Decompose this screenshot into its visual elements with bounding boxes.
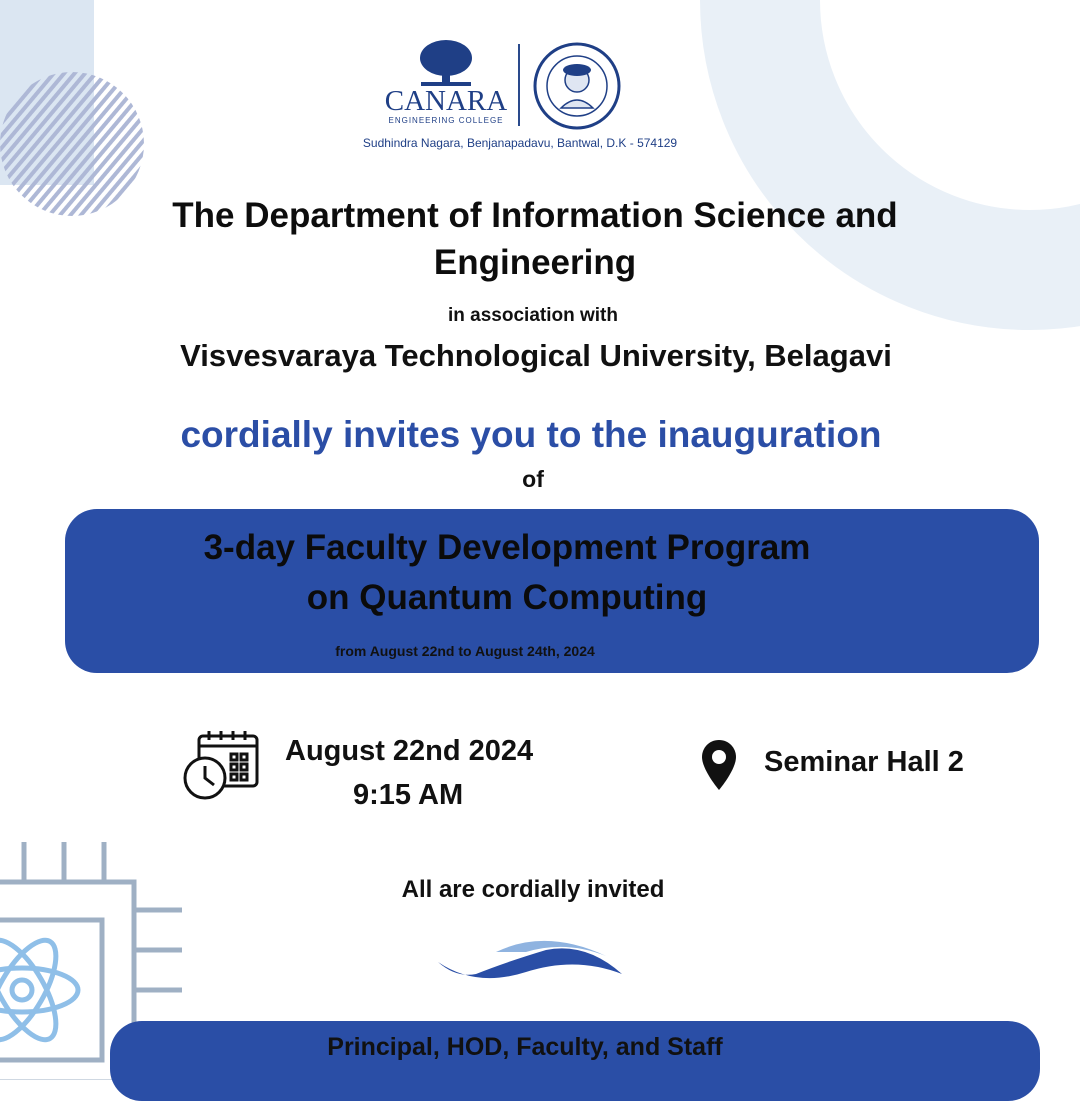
location-pin-icon: [700, 738, 738, 792]
college-subname: ENGINEERING COLLEGE: [388, 116, 504, 125]
association-text: in association with: [448, 305, 618, 326]
event-venue: Seminar Hall 2: [764, 746, 964, 778]
of-text: of: [522, 466, 544, 492]
title-line-2: Engineering: [433, 243, 637, 282]
college-address: Sudhindra Nagara, Benjanapadavu, Bantwal, D.K - 574129: [362, 136, 678, 150]
decorative-wave: [436, 932, 624, 992]
canara-college-logo: [385, 36, 507, 128]
invitation-text: cordially invites you to the inauguration: [180, 414, 882, 455]
event-date: August 22nd 2024: [285, 735, 534, 767]
founder-seal-logo: [533, 42, 621, 130]
university-name: Visvesvaraya Technological University, Belagavi: [180, 338, 892, 373]
footer-invitees: Principal, HOD, Faculty, and Staff: [327, 1033, 723, 1061]
calendar-clock-icon: [183, 730, 261, 802]
all-invited-text: All are cordially invited: [401, 876, 665, 903]
program-title-line-1: 3-day Faculty Development Program: [203, 528, 811, 567]
logo-divider: [518, 44, 520, 126]
event-time: 9:15 AM: [353, 779, 464, 811]
program-dates: from August 22nd to August 24th, 2024: [335, 643, 595, 659]
program-title-line-2: on Quantum Computing: [306, 578, 708, 617]
college-name: CANARA: [385, 85, 507, 117]
department-title: [60, 192, 1010, 286]
title-line-1: The Department of Information Science and: [172, 196, 898, 235]
